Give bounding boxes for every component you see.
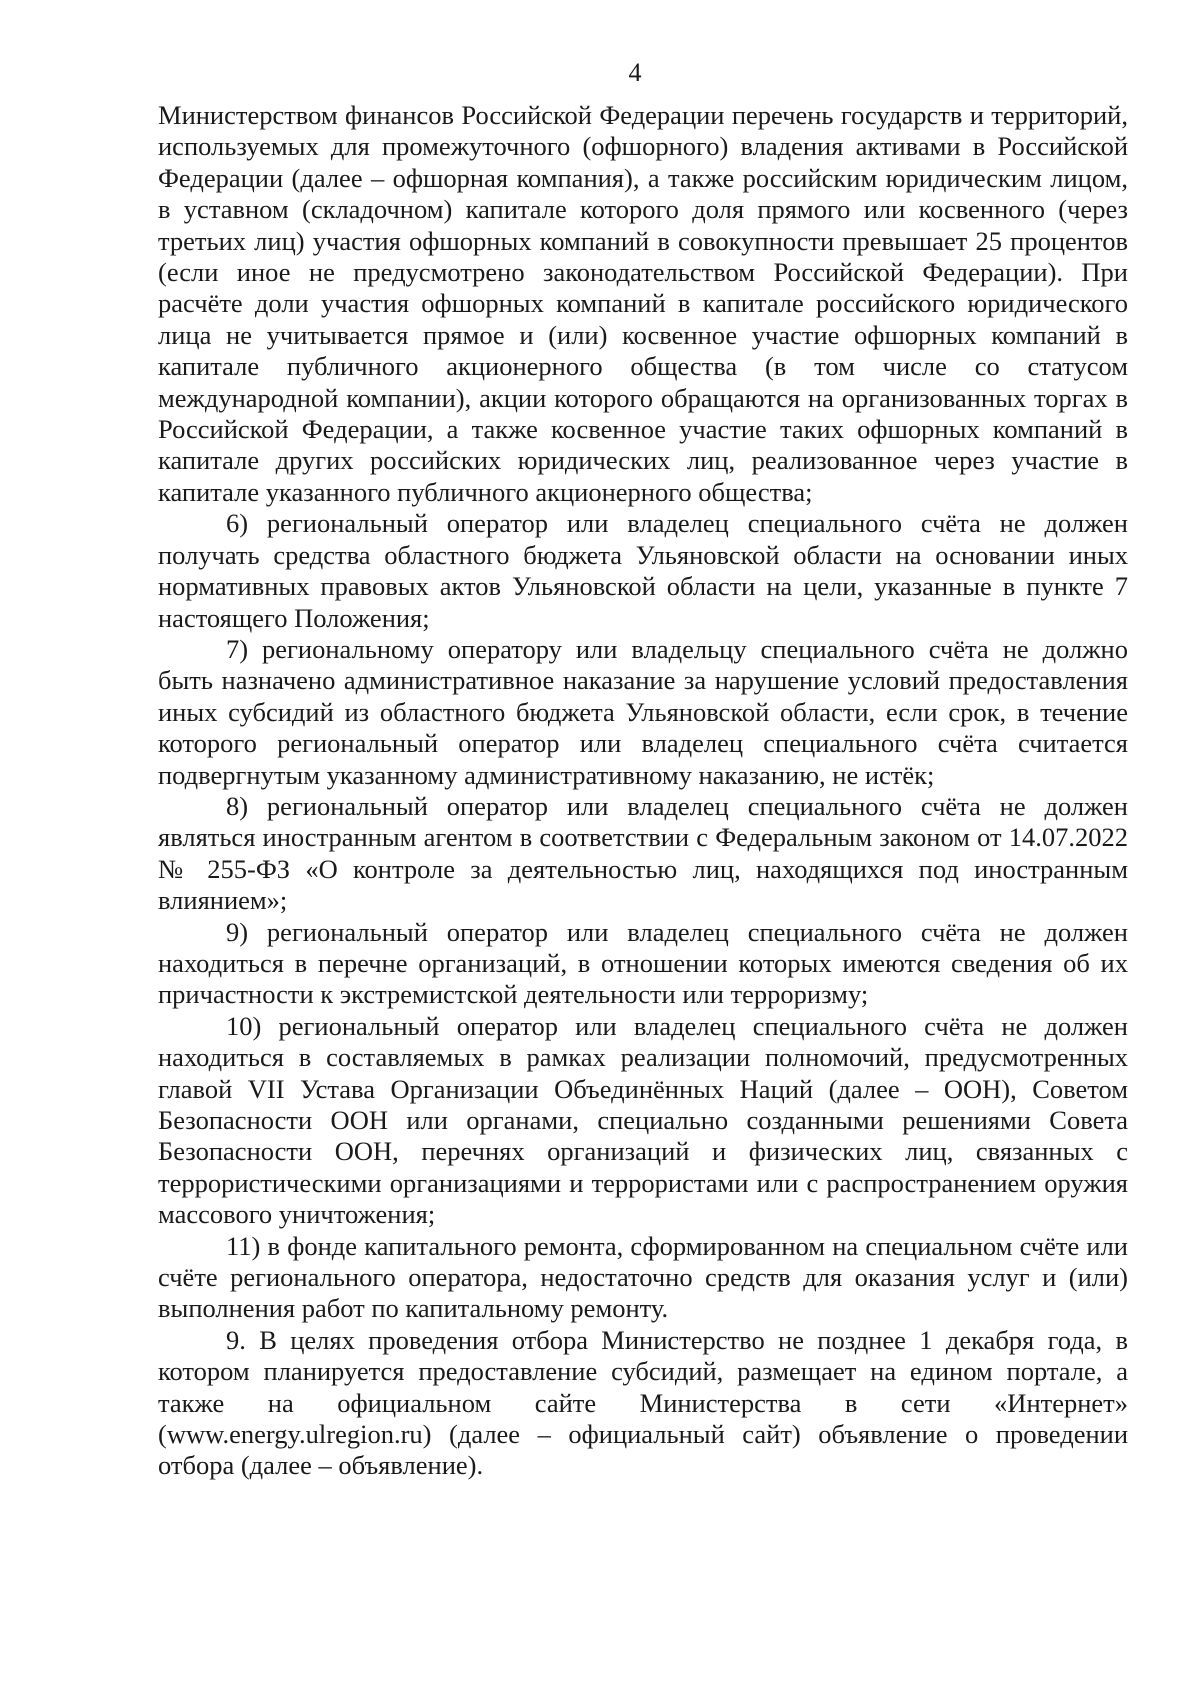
document-body bbox=[158, 100, 1128, 1482]
paragraph-item-6: 6) региональный оператор или владелец специального счёта не должен получать средства областного бюджета Ульяновской области на основании иных нормативных правовых актов Ульяновской области на цели, указанные в пункте 7 настоящего Положения; bbox=[158, 508, 1128, 633]
paragraph-item-7: 7) региональному оператору или владельцу специального счёта не должно быть назначено административное наказание за нарушение условий предоставления иных субсидий из областного бюджета Ульяновской области, если срок, в течение которого региональный оператор или владелец специального счёта считается подвергнутым указанному административному наказанию, не истёк; bbox=[158, 633, 1128, 790]
paragraph-item-10: 10) региональный оператор или владелец специального счёта не должен находиться в составляемых в рамках реализации полномочий, предусмотренных главой VII Устава Организации Объединённых Наций (далее – ООН), Советом Безопасности ООН или органами, специально созданными решениями Совета Безопасности ООН, перечнях организаций и физических лиц, связанных с террористическими организациями и террористами или с распространением оружия массового уничтожения; bbox=[158, 1010, 1128, 1230]
paragraph-item-9: 9) региональный оператор или владелец специального счёта не должен находиться в перечне организаций, в отношении которых имеются сведения об их причастности к экстремистской деятельности или терроризму; bbox=[158, 916, 1128, 1010]
page-number: 4 bbox=[628, 58, 642, 87]
paragraph-section-9: 9. В целях проведения отбора Министерство не позднее 1 декабря года, в котором планируется предоставление субсидий, размещает на едином портале, а также на официальном сайте Министерства в сети «Интернет» (www.energy.ulregion.ru) (далее – официальный сайт) объявление о проведении отбора (далее – объявление). bbox=[158, 1324, 1128, 1481]
paragraph-item-11: 11) в фонде капитального ремонта, сформированном на специальном счёте или счёте регионального оператора, недостаточно средств для оказания услуг и (или) выполнения работ по капитальному ремонту. bbox=[158, 1230, 1128, 1324]
paragraph-offshore-continuation: Министерством финансов Российской Федерации перечень государств и территорий, используемых для промежуточного (офшорного) владения активами в Российской Федерации (далее – офшорная компания), а также российским юридическим лицом, в уставном (складочном) капитале которого доля прямого или косвенного (через третьих лиц) участия офшорных компаний в совокупности превышает 25 процентов (если иное не предусмотрено законодательством Российской Федерации). При расчёте доли участия офшорных компаний в капитале российского юридического лица не учитывается прямое и (или) косвенное участие офшорных компаний в капитале публичного акционерного общества (в том числе со статусом международной компании), акции которого обращаются на организованных торгах в Российской Федерации, а также косвенное участие таких офшорных компаний в капитале других российских юридических лиц, реализованное через участие в капитале указанного публичного акционерного общества; bbox=[158, 100, 1128, 507]
paragraph-item-8: 8) региональный оператор или владелец специального счёта не должен являться иностранным агентом в соответствии с Федеральным законом от 14.07.2022 № 255-ФЗ «О контроле за деятельностью лиц, находящихся под иностранным влиянием»; bbox=[158, 790, 1128, 916]
